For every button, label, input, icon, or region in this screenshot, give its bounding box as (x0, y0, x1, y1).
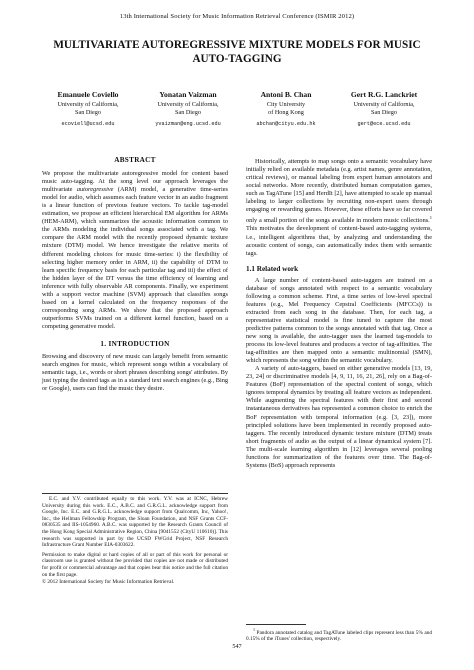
author-block (334, 91, 434, 128)
itunes-footnote: $^1$ Pandora annotated catalog and TagATune labeled clips represent less than 5% and 0.15% of the iTunes' collection, respectively. (246, 627, 433, 643)
author-affiliation: of Hong Kong (268, 109, 304, 117)
right-column (246, 158, 432, 470)
author-block (236, 91, 336, 128)
abstract-text: We propose the multivariate autoregressive model for content based music auto-tagging. At the song level our approach leverages the multivariate autoregressive (ARM) model, a generative time-series model for audio, which assumes each feature vector in an audio fragment is a linear function of previous feature vectors. To tackle tag-model estimation, we propose an efficient hierarchical EM algorithm for ARMs (HEM-ARM), which summarizes the acoustic information common to the ARMs modeling the individual songs associated with a tag. We compare the ARM model with the recently proposed dynamic texture mixture (DTM) model. We hence investigate the relative merits of different modeling choices for music time-series: i) the flexibility of selecting higher memory order in ARM, ii) the capability of DTM to learn specific frequency basis for each particular tag and iii) the effect of the hidden layer of the DT versus the time efficiency of learning and inference with fully observable AR components. Finally, we experiment with a support vector machine (SVM) approach that classifies songs based on a kernel calculated on the frequency responses of the corresponding song ARMs. We show that the proposed approach outperforms SVMs trained on a different kernel function, based on a competing generative model. (42, 170, 228, 330)
author-name: Antoni B. Chan (260, 90, 312, 99)
author-block (38, 91, 138, 128)
introduction-paragraph: Browsing and discovery of new music can largely benefit from semantic search engines for music, which represent songs within a vocabulary of semantic tags, i.e., words or short phrases describing songs' attributes. By just typing the desired tags as in a standard text search engines (e.g., Bing or Google), users can find the music they desire. (42, 353, 228, 393)
author-email[interactable]: abchan@cityu.edu.hk (256, 120, 316, 127)
author-email[interactable]: gert@ece.ucsd.edu (357, 120, 411, 127)
author-name: Yonatan Vaizman (159, 90, 217, 99)
footnote-divider (246, 624, 306, 625)
author-affiliation: University of California, (157, 101, 219, 109)
copyright-notice: © 2012 International Society for Music Information Retrieval. (42, 579, 175, 586)
introduction-heading: 1. INTRODUCTION (100, 339, 170, 348)
footnote-divider (42, 493, 228, 494)
author-affiliation: San Diego (371, 109, 397, 117)
title-line-2: AUTO-TAGGING (192, 53, 282, 65)
paper-title (40, 38, 434, 66)
author-affiliation: City University (266, 101, 306, 109)
related-work-heading: 1.1 Related work (246, 264, 299, 273)
title-line-1: MULTIVARIATE AUTOREGRESSIVE MIXTURE MODELS FOR MUSIC (53, 39, 421, 51)
conference-header: 13th International Society for Music Information Retrieval Conference (ISMIR 2012) (119, 13, 355, 20)
author-name: Emanuele Coviello (57, 90, 119, 99)
page-number: 547 (232, 643, 242, 650)
author-affiliation: University of California, (57, 101, 119, 109)
left-column (42, 156, 228, 393)
author-block (138, 91, 238, 128)
footnote-marker: 1 (429, 215, 432, 221)
acknowledgement-footnote: E.C. and Y.V. contributed equally to this work. Y.V. was at ICNC, Hebrew University during this work. E.C., A.B.C. and G.R.G.L. acknowledge support from Google, Inc. E.C. and G.R.G.L. acknowledge support from Qualcomm, Inc, Yahoo!, Inc., the Hellman Fellowship Program, the Sloan Foundation, and NSF Grants CCF-0830535 and IIS-1054960. A.B.C. was supported by the Research Grants Council of the Hong Kong Special Administrative Region, China [9041552 (CityU 110610)]. This research was supported in part by the UCSD FWGrid Project, NSF Research Infrastructure Grant Number EIA-0303622. (42, 496, 228, 549)
historical-paragraph: Historically, attempts to map songs onto a semantic vocabulary have initially relied on available metadata (e.g. artist names, genre annotation, critical reviews), or manual labeling from expert human annotators and social networks. More recently, distributed human computation games, such as TagATune [15] and HerdIt [2], have attempted to scale up manual labeling to larger collections by recruiting non-expert users through engaging or rewarding games. However, these efforts have so far covered only a small portion of the songs available in modern music collections.$^1$ This motivates the development of content-based auto-tagging systems, i.e., intelligent algorithms that, by analyzing and understanding the acoustic content of songs, can automatically index them with semantic tags. (246, 158, 432, 257)
related-work-paragraph: A variety of auto-taggers, based on either generative models [13, 19, 23, 24] or discriminative models [4, 9, 11, 16, 21, 26], rely on a Bag-of-Features (BoF) representation of the spectral content of songs, which ignores temporal dynamics by treating all feature vectors as independent. While augmenting the spectral features with their first and second instantaneous derivatives has represented a common choice to enrich the BoF representation with temporal information (e.g. [3, 23]), more principled solutions have been implemented in recently proposed auto-taggers. The recently introduced dynamic texture mixture (DTM) treats short fragments of audio as the output of a linear dynamical system [7]. The multi-scale learning algorithm in [12] leverages several pooling functions for summarization of the features over time. The Bag-of-Systems (BoS) approach represents (246, 365, 432, 469)
related-work-paragraph: A large number of content-based auto-taggers are trained on a database of songs annotated with respect to a semantic vocabulary following a common scheme. First, a time series of low-level spectral features (e.g., Mel Frequency Cepstral Coefficients (MFCCs)) is extracted from each song in the database. Then, for each tag, a representative statistical model is fine tuned to capture the most predictive patterns common to the songs annotated with that tag. Once a new song is available, the auto-tagger uses the learned tag-models to process its low-level features and produces a vector of tag-affinities. The tag-affinities are then mapped onto a semantic multinomial (SMN), which represents the song within the semantic vocabulary. (246, 276, 432, 365)
abstract-heading: ABSTRACT (114, 156, 156, 164)
author-name: Gert R.G. Lanckriet (350, 90, 418, 99)
author-affiliation: San Diego (75, 109, 101, 117)
author-affiliation: University of California, (353, 101, 415, 109)
author-email[interactable]: ecoviell@ucsd.edu (61, 120, 115, 127)
author-affiliation: San Diego (175, 109, 201, 117)
left-footnotes (42, 493, 228, 586)
author-email[interactable]: yvaizman@eng.ucsd.edu (155, 120, 221, 127)
right-footnote (246, 624, 432, 643)
permission-notice: Permission to make digital or hard copies of all or part of this work for personal or classroom use is granted without fee provided that copies are not made or distributed for profit or commercial advantage and that copies bear this notice and the full citation on the first page. (42, 551, 228, 578)
